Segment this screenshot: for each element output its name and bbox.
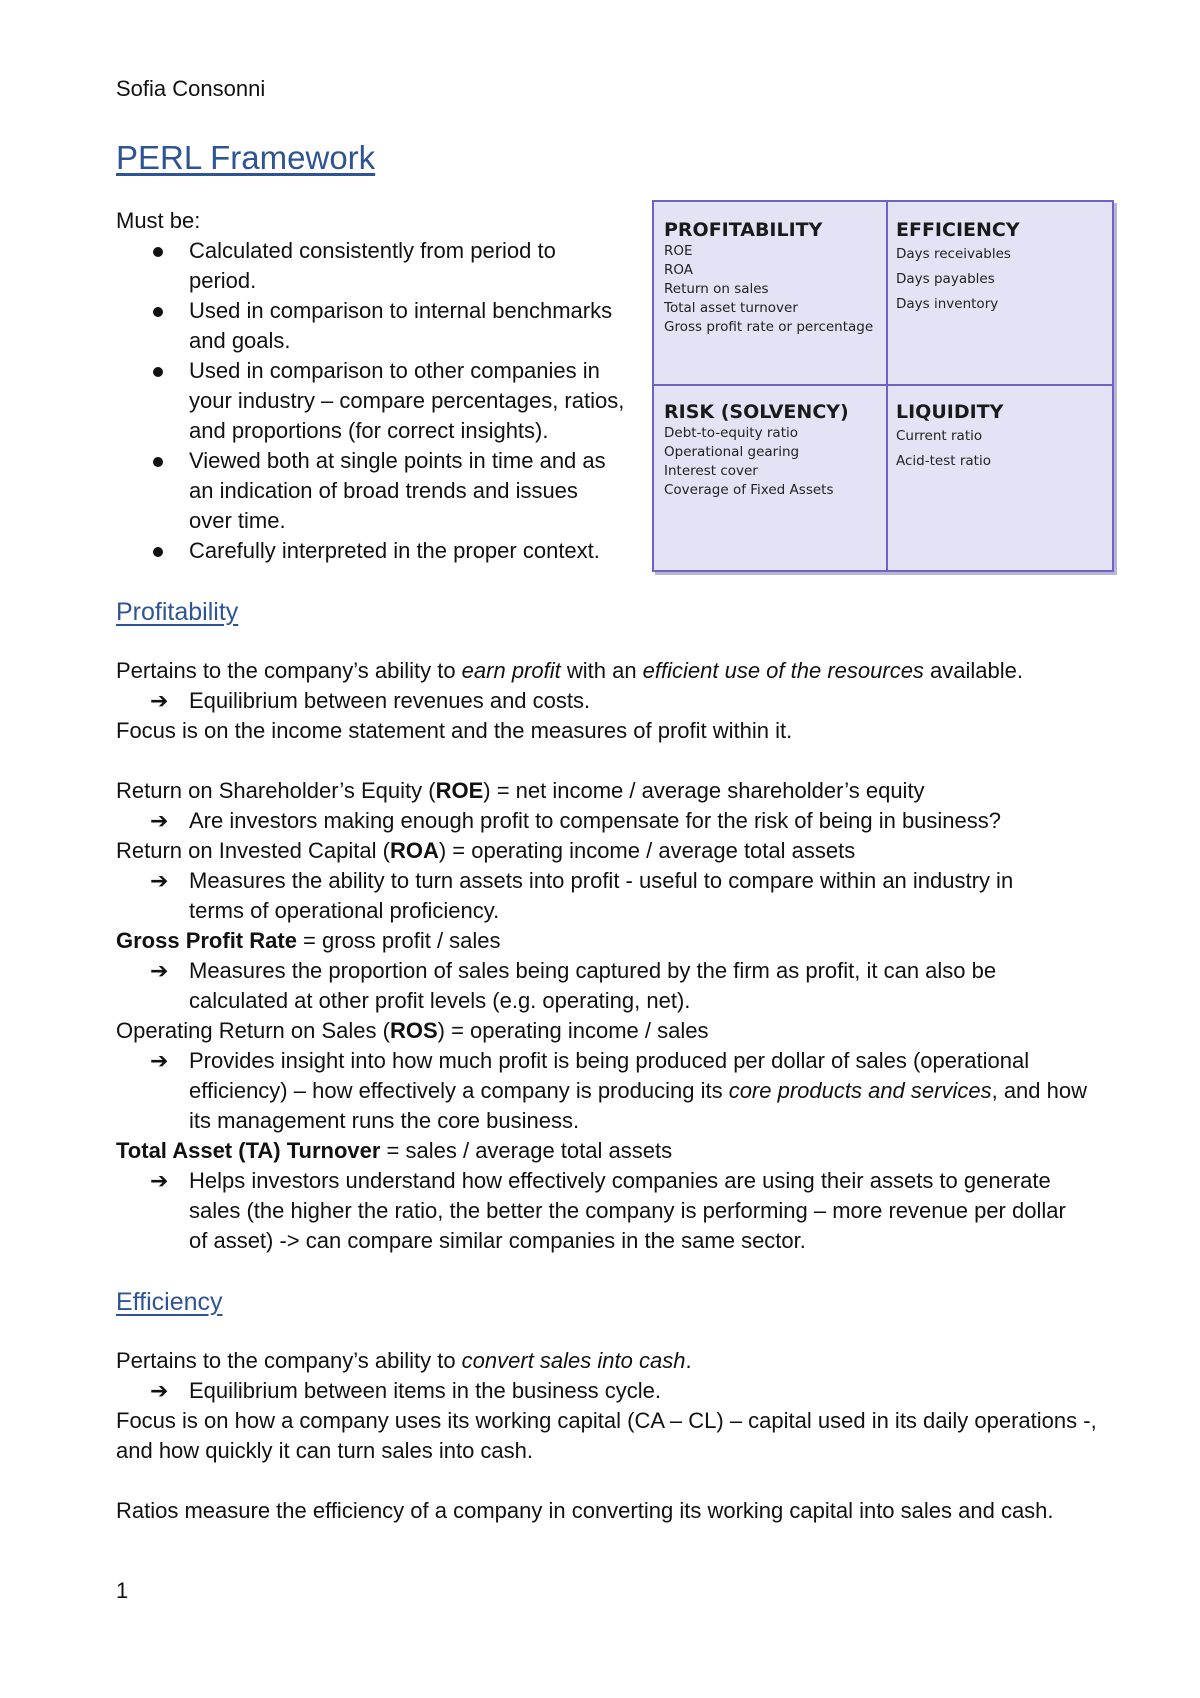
- quadrant-heading: RISK (SOLVENCY): [664, 401, 849, 423]
- quadrant-heading: LIQUIDITY: [896, 401, 1004, 423]
- quadrant-item: ROE: [664, 243, 693, 259]
- quadrant-profitability: [664, 218, 873, 337]
- arrow-point-cont: calculated at other profit levels (e.g. operating, net).: [189, 988, 691, 1013]
- roa-formula: Return on Invested Capital (ROA) = operating income / average total assets: [116, 838, 856, 863]
- arrow-point: Provides insight into how much profit is being produced per dollar of sales (operational: [189, 1048, 1030, 1073]
- efficiency-definition: Pertains to the company’s ability to convert sales into cash.: [116, 1348, 692, 1373]
- right-arrow-icon: ➔: [150, 868, 169, 893]
- quadrant-item: Return on sales: [664, 281, 769, 297]
- list-item: Calculated consistently from period to: [189, 238, 556, 263]
- profitability-definition: Pertains to the company’s ability to earn profit with an efficient use of the resources available.: [116, 658, 1024, 683]
- quadrant-item: Total asset turnover: [664, 300, 798, 316]
- quadrant-item: Acid-test ratio: [896, 453, 991, 469]
- roe-formula: Return on Shareholder’s Equity (ROE) = net income / average shareholder’s equity: [116, 778, 925, 803]
- right-arrow-icon: ➔: [150, 958, 169, 983]
- arrow-point-cont: sales (the higher the ratio, the better the company is performing – more revenue per dollar: [189, 1198, 1066, 1223]
- quadrant-item: Coverage of Fixed Assets: [664, 482, 834, 498]
- bullet-dot-icon: [153, 457, 163, 467]
- ros-formula: Operating Return on Sales (ROS) = operating income / sales: [116, 1018, 709, 1043]
- arrow-point: Measures the ability to turn assets into profit - useful to compare within an industry in: [189, 868, 1014, 893]
- quadrant-heading: EFFICIENCY: [896, 219, 1020, 241]
- diagram-divider-horizontal: [654, 384, 1112, 386]
- author-name: Sofia Consonni: [116, 76, 266, 101]
- quadrant-risk: [664, 400, 849, 500]
- quadrant-item: Gross profit rate or percentage: [664, 319, 874, 335]
- section-heading-profitability: Profitability: [116, 598, 239, 626]
- paragraph: Focus is on the income statement and the measures of profit within it.: [116, 718, 793, 743]
- list-item-cont: and goals.: [189, 328, 291, 353]
- list-item-cont: and proportions (for correct insights).: [189, 418, 549, 443]
- ta-formula: Total Asset (TA) Turnover = sales / average total assets: [116, 1138, 673, 1163]
- quadrant-item: Days receivables: [896, 246, 1011, 262]
- paragraph-cont: and how quickly it can turn sales into cash.: [116, 1438, 534, 1463]
- arrow-point-cont: its management runs the core business.: [189, 1108, 580, 1133]
- arrow-point-cont: efficiency) – how effectively a company is producing its core products and services, and how: [189, 1078, 1087, 1103]
- list-item: Carefully interpreted in the proper context.: [189, 538, 600, 563]
- arrow-point: Helps investors understand how effectively companies are using their assets to generate: [189, 1168, 1051, 1193]
- right-arrow-icon: ➔: [150, 1048, 169, 1073]
- page-number: 1: [116, 1578, 129, 1603]
- bullet-dot-icon: [153, 307, 163, 317]
- page-title: PERL Framework: [116, 139, 376, 176]
- right-arrow-icon: ➔: [150, 808, 169, 833]
- list-item: Used in comparison to other companies in: [189, 358, 600, 383]
- list-item-cont: over time.: [189, 508, 286, 533]
- gpr-formula: Gross Profit Rate = gross profit / sales: [116, 928, 501, 953]
- right-arrow-icon: ➔: [150, 1378, 169, 1403]
- list-item: Used in comparison to internal benchmarks: [189, 298, 613, 323]
- quadrant-item: Interest cover: [664, 463, 758, 479]
- arrow-point-cont: of asset) -> can compare similar companies in the same sector.: [189, 1228, 806, 1253]
- paragraph: Ratios measure the efficiency of a company in converting its working capital into sales and cash.: [116, 1498, 1054, 1523]
- right-arrow-icon: ➔: [150, 688, 169, 713]
- arrow-point-cont: terms of operational proficiency.: [189, 898, 500, 923]
- diagram-divider-vertical: [886, 202, 888, 570]
- list-item-cont: period.: [189, 268, 257, 293]
- quadrant-heading: PROFITABILITY: [664, 219, 823, 241]
- perl-diagram: [652, 200, 1114, 572]
- quadrant-efficiency: [896, 218, 1020, 317]
- right-arrow-icon: ➔: [150, 1168, 169, 1193]
- paragraph: Focus is on how a company uses its working capital (CA – CL) – capital used in its daily operations -,: [116, 1408, 1097, 1433]
- arrow-point: Are investors making enough profit to compensate for the risk of being in business?: [189, 808, 1002, 833]
- quadrant-item: Operational gearing: [664, 444, 800, 460]
- intro-lead: Must be:: [116, 208, 201, 233]
- bullet-dot-icon: [153, 247, 163, 257]
- list-item-cont: your industry – compare percentages, ratios,: [189, 388, 625, 413]
- quadrant-liquidity: [896, 400, 1003, 474]
- list-item: Viewed both at single points in time and as: [189, 448, 606, 473]
- bullet-dot-icon: [153, 547, 163, 557]
- arrow-point: Equilibrium between items in the business cycle.: [189, 1378, 662, 1403]
- quadrant-item: ROA: [664, 262, 694, 278]
- bullet-dot-icon: [153, 367, 163, 377]
- quadrant-item: Days payables: [896, 271, 995, 287]
- list-item-cont: an indication of broad trends and issues: [189, 478, 578, 503]
- arrow-point: Measures the proportion of sales being captured by the firm as profit, it can also be: [189, 958, 997, 983]
- quadrant-item: Debt-to-equity ratio: [664, 425, 798, 441]
- quadrant-item: Days inventory: [896, 296, 999, 312]
- quadrant-item: Current ratio: [896, 428, 983, 444]
- arrow-point: Equilibrium between revenues and costs.: [189, 688, 591, 713]
- section-heading-efficiency: Efficiency: [116, 1288, 223, 1316]
